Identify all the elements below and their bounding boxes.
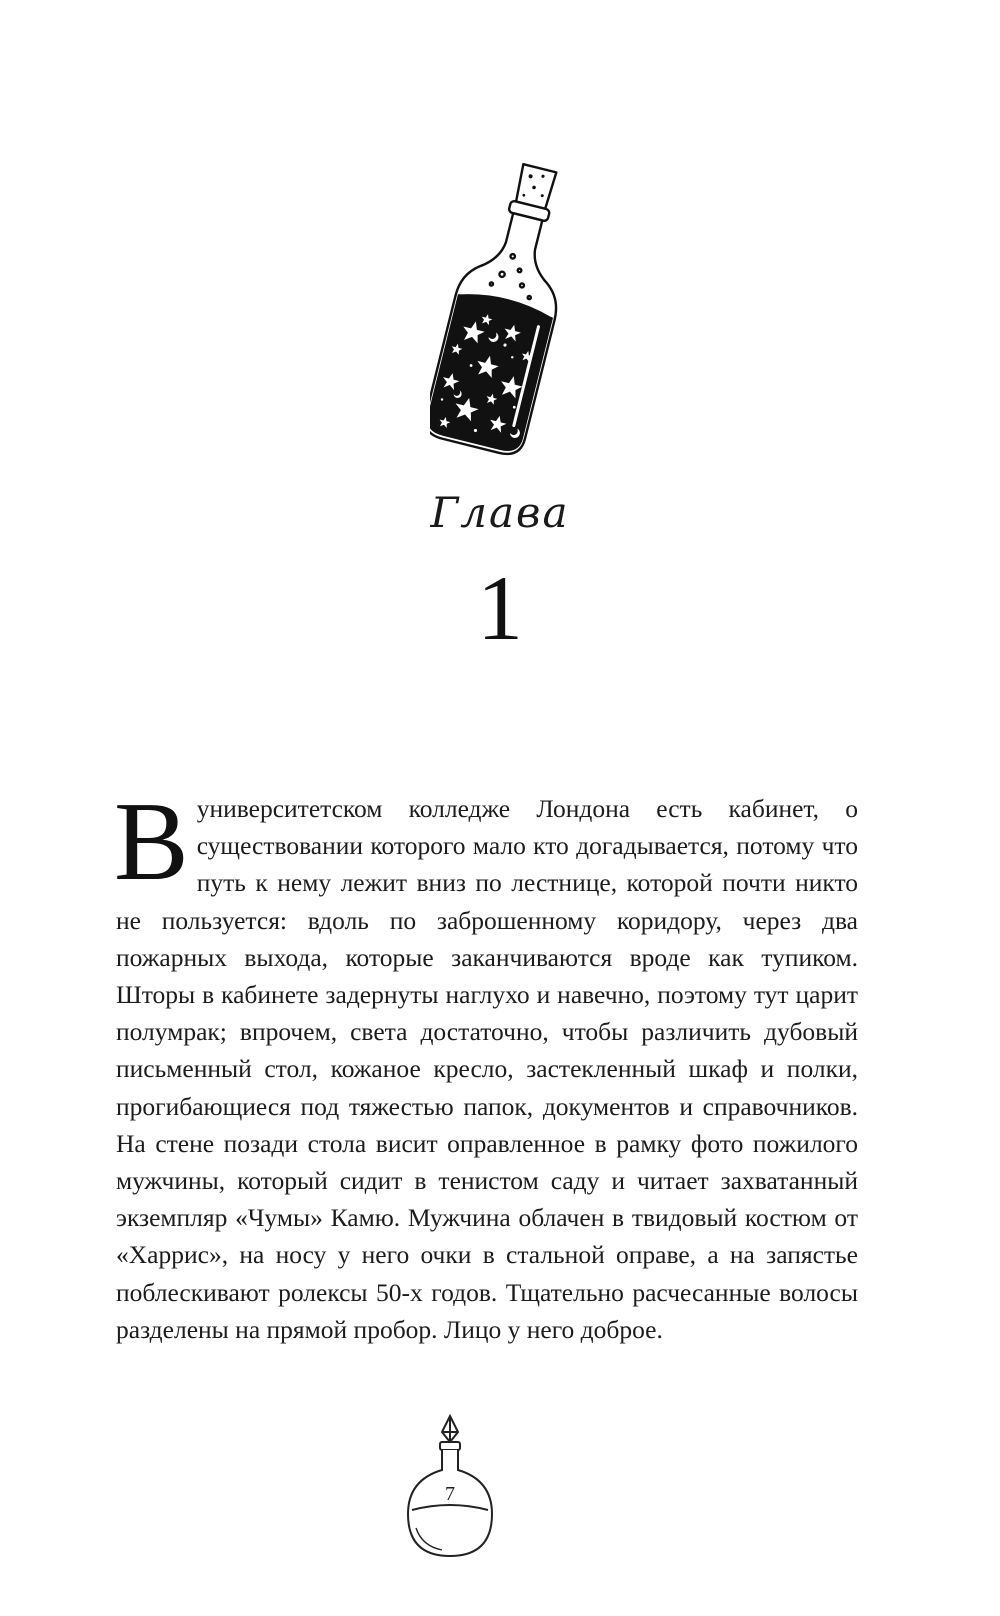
drop-cap: В <box>114 780 189 904</box>
page-number: 7 <box>445 1483 455 1505</box>
chapter-label: Глава <box>430 488 570 537</box>
chapter-body <box>114 780 858 1348</box>
star-bottle-icon <box>430 158 580 458</box>
chapter-number: 1 <box>477 557 523 659</box>
body-paragraph: университетском колледже Лондона есть кабинет, о существовании которого мало кто догадывается, потому что путь к нему лежит вниз по лестнице, которой почти никто не пользуется: вдоль по заброшенному коридору, через два пожарных выхода, которые заканчиваются вроде как тупиком. Шторы в кабинете задернуты наглухо и навечно, поэтому тут царит полумрак; впрочем, света достаточно, чтобы различить дубовый письменный стол, кожаное кресло, застекленный шкаф и полки, прогибающиеся под тяжестью папок, документов и справочников. На стене позади стола висит оправленное в рамку фото пожилого мужчины, который сидит в тенистом саду и читает захватанный экземпляр «Чумы» Камю. Мужчина облачен в твидовый костюм от «Харрис», на носу у него очки в стальной оправе, а на запястье поблескивают ролексы 50-х годов. Тщательно расчесанные волосы разделены на прямой пробор. Лицо у него доброе. <box>116 794 858 1344</box>
